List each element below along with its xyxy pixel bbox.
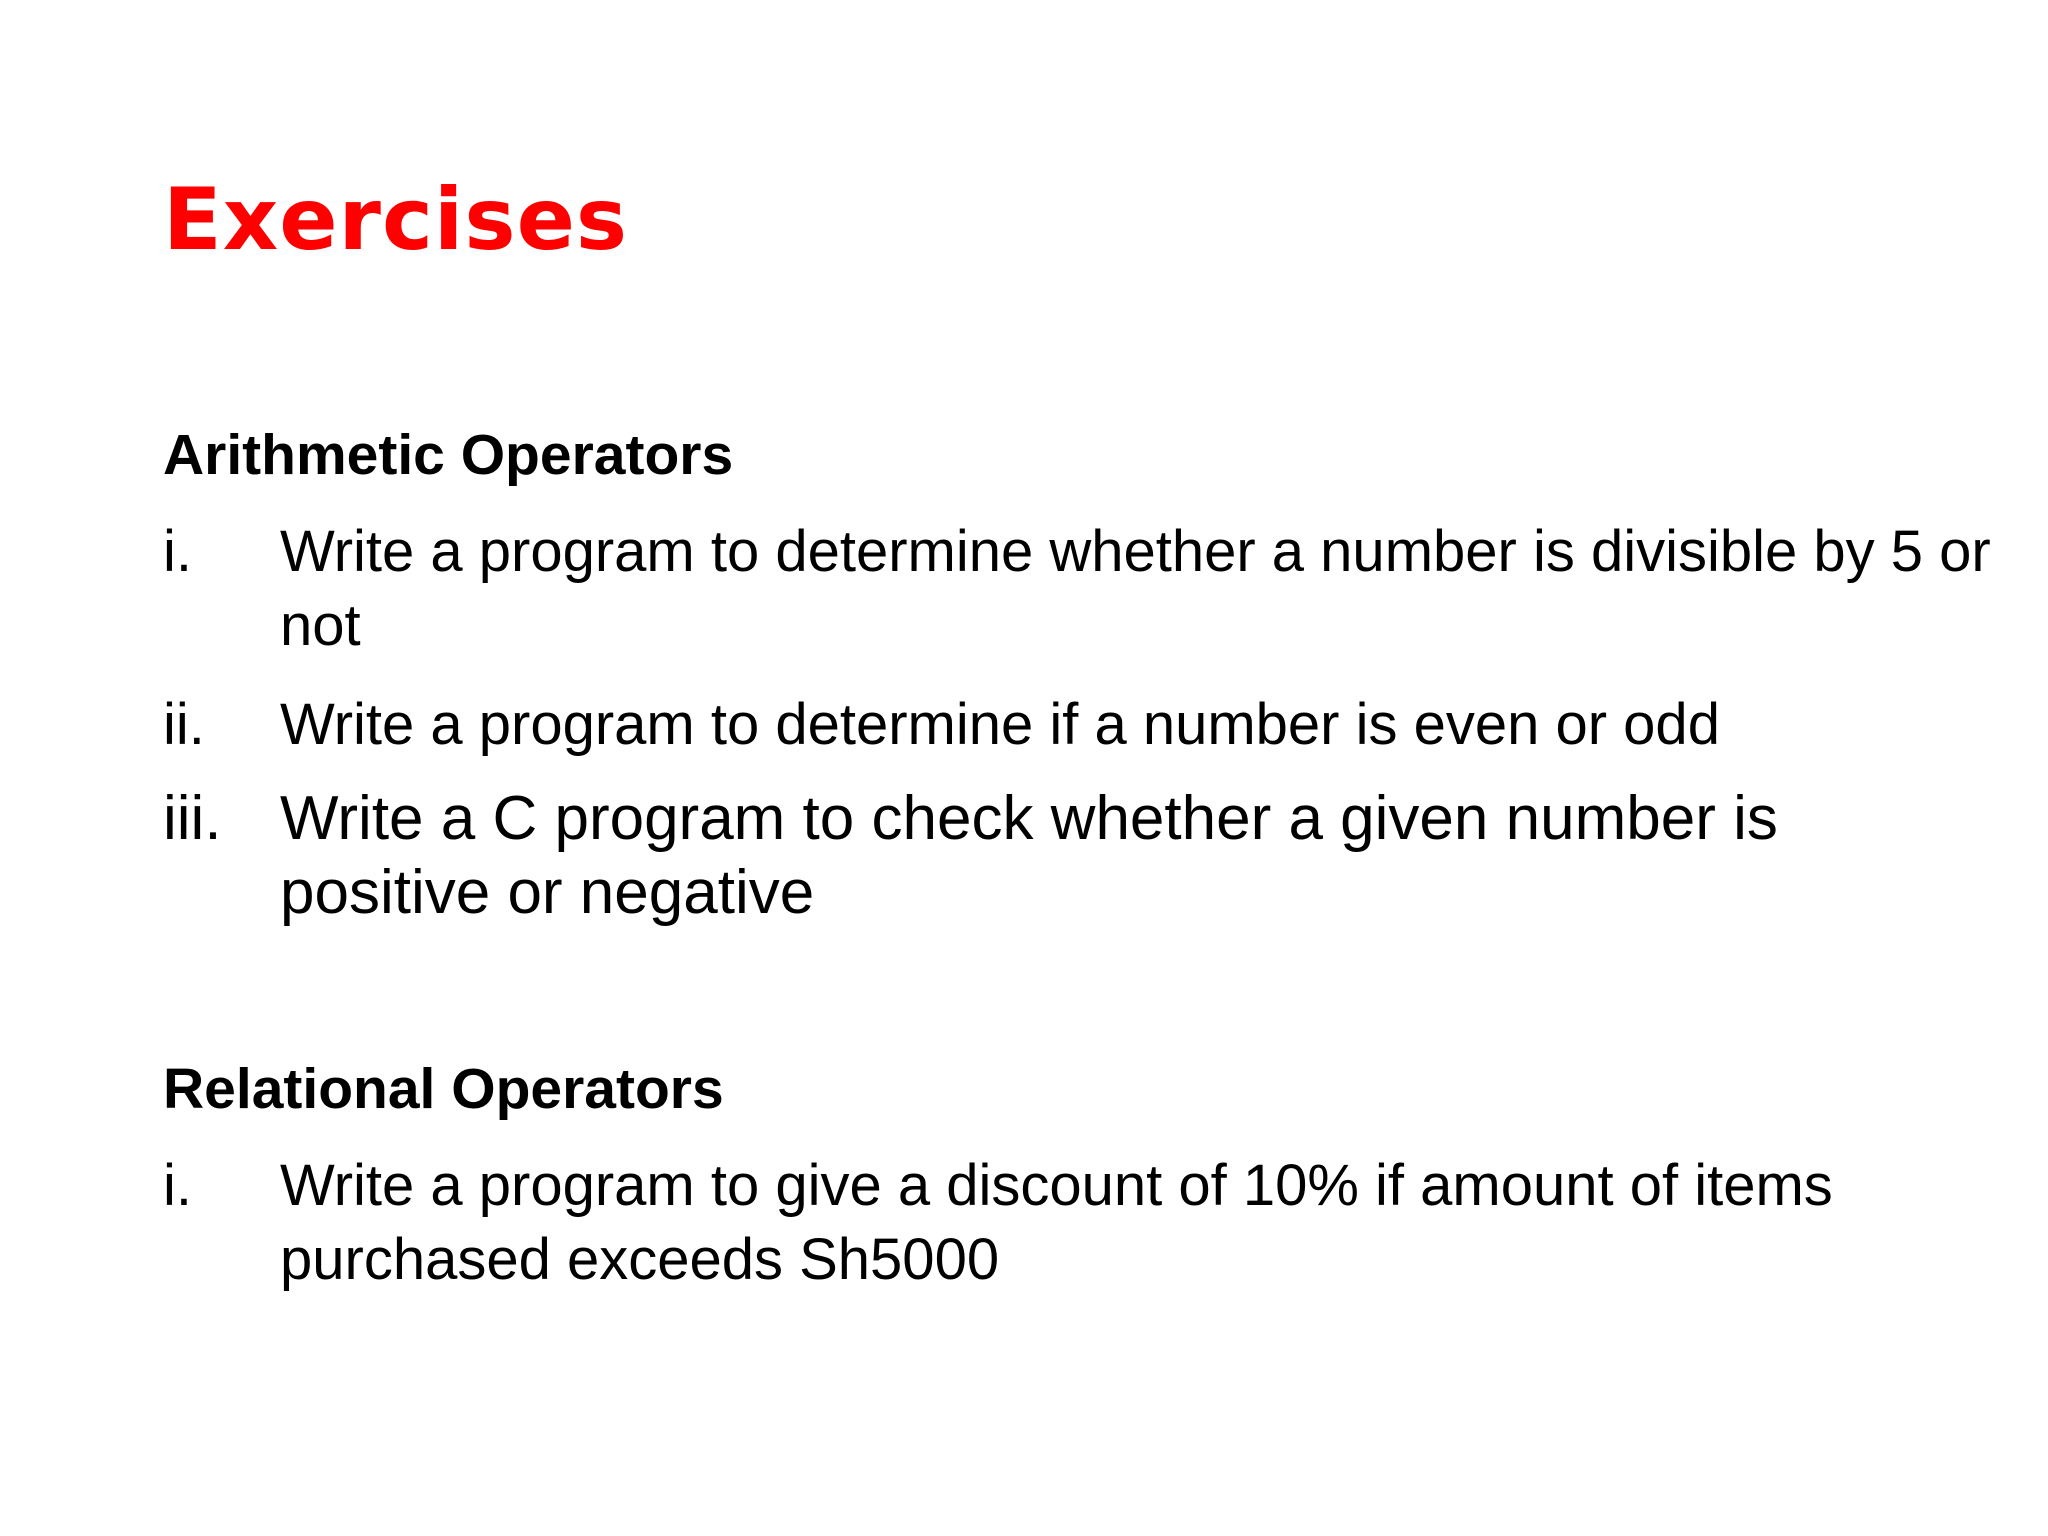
- section-heading-arithmetic: Arithmetic Operators: [163, 423, 734, 487]
- list-item: [163, 782, 2003, 930]
- list-item-text: Write a program to determine if a number is even or odd: [280, 692, 1720, 757]
- list-item: [163, 688, 2003, 762]
- list-item: [163, 1149, 2003, 1297]
- list-item: [163, 515, 2003, 663]
- list-item-marker: iii.: [163, 784, 222, 853]
- list-item-text: Write a program to give a discount of 10% if amount of items purchased exceeds Sh5000: [280, 1153, 1833, 1292]
- list-item-marker: ii.: [163, 692, 205, 757]
- list-item-text: Write a C program to check whether a given number is positive or negative: [280, 784, 1778, 927]
- list-item-marker: i.: [163, 519, 192, 584]
- section-heading-relational: Relational Operators: [163, 1057, 724, 1121]
- slide-title: Exercises: [163, 170, 629, 270]
- list-item-text: Write a program to determine whether a number is divisible by 5 or not: [280, 519, 1991, 658]
- list-item-marker: i.: [163, 1153, 192, 1218]
